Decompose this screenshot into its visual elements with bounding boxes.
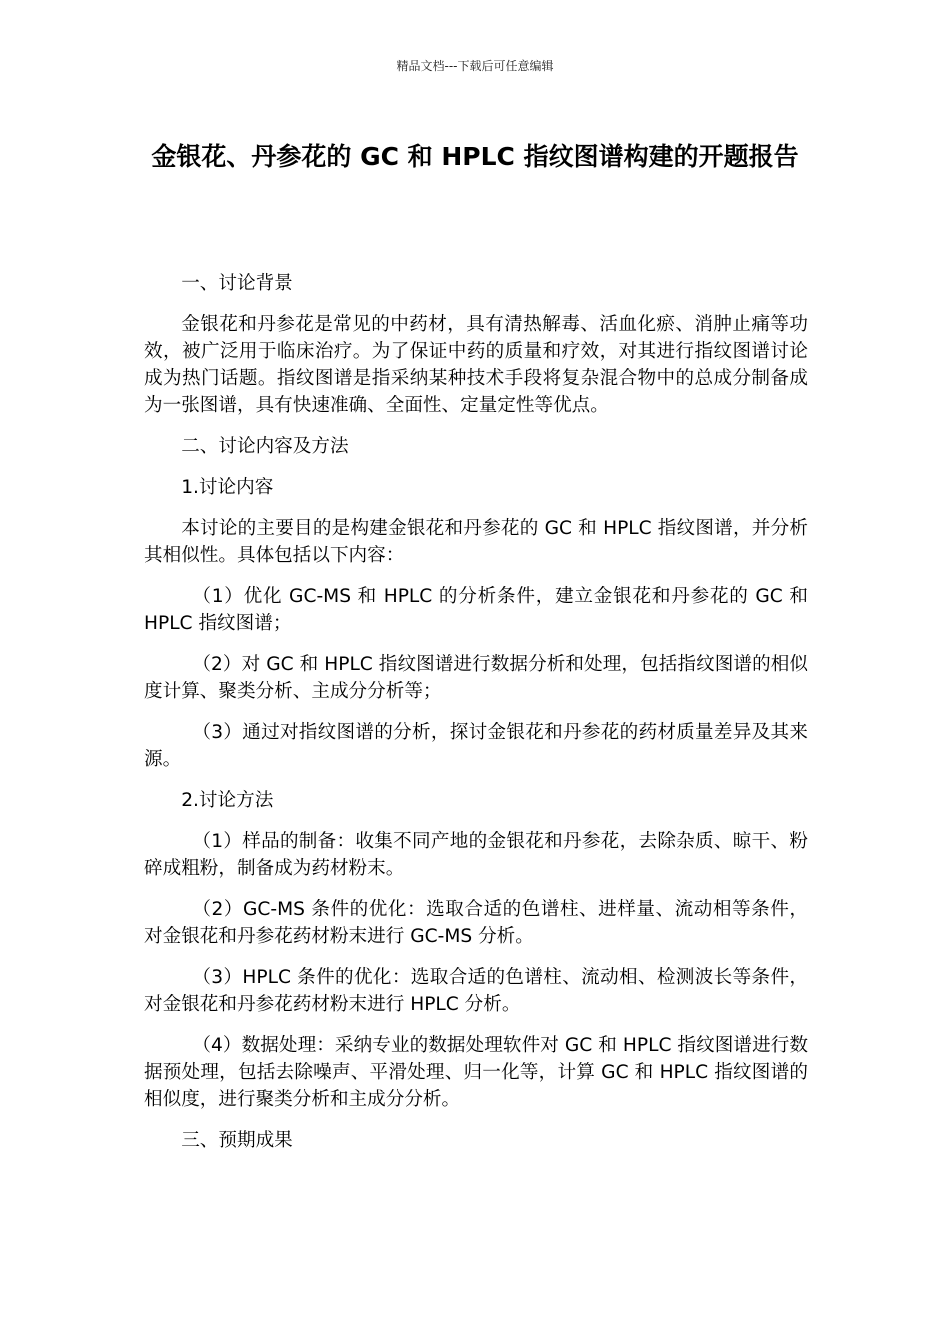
list-item-method-1: （1）样品的制备：收集不同产地的金银花和丹参花，去除杂质、晾干、粉碎成粗粉，制备成为药材粉末。: [144, 831, 808, 879]
list-item-method-4: （4）数据处理：采纳专业的数据处理软件对 GC 和 HPLC 指纹图谱进行数据预处理，包括去除噪声、平滑处理、归一化等，计算 GC 和 HPLC 指纹图谱的相似度，进行聚类分析和主成分分析。: [144, 1035, 808, 1110]
paragraph-background: 金银花和丹参花是常见的中药材，具有清热解毒、活血化瘀、消肿止痛等功效，被广泛用于临床治疗。为了保证中药的质量和疗效，对其进行指纹图谱讨论成为热门话题。指纹图谱是指采纳某种技术手段将复杂混合物中的总成分制备成为一张图谱，具有快速准确、全面性、定量定性等优点。: [144, 314, 808, 416]
document-title: 金银花、丹参花的 GC 和 HPLC 指纹图谱构建的开题报告: [151, 142, 799, 171]
list-item-method-3: （3）HPLC 条件的优化：选取合适的色谱柱、流动相、检测波长等条件，对金银花和丹参花药材粉末进行 HPLC 分析。: [144, 967, 808, 1015]
section-heading-content-methods: 二、讨论内容及方法: [181, 436, 349, 457]
section-heading-expected-results: 三、预期成果: [181, 1130, 293, 1151]
section-heading-background: 一、讨论背景: [181, 273, 293, 294]
paragraph-content-intro: 本讨论的主要目的是构建金银花和丹参花的 GC 和 HPLC 指纹图谱，并分析其相似性。具体包括以下内容：: [144, 518, 808, 566]
header-note: 精品文档---下载后可任意编辑: [396, 59, 554, 73]
subheading-content: 1.讨论内容: [181, 477, 274, 498]
list-item-content-3: （3）通过对指纹图谱的分析，探讨金银花和丹参花的药材质量差异及其来源。: [144, 722, 808, 770]
list-item-content-2: （2）对 GC 和 HPLC 指纹图谱进行数据分析和处理，包括指纹图谱的相似度计算、聚类分析、主成分分析等；: [144, 654, 808, 702]
document-body: [144, 270, 808, 1168]
subheading-methods: 2.讨论方法: [181, 790, 274, 811]
list-item-content-1: （1）优化 GC-MS 和 HPLC 的分析条件，建立金银花和丹参花的 GC 和 HPLC 指纹图谱；: [144, 586, 808, 634]
list-item-method-2: （2）GC-MS 条件的优化：选取合适的色谱柱、进样量、流动相等条件，对金银花和丹参花药材粉末进行 GC-MS 分析。: [144, 899, 808, 947]
